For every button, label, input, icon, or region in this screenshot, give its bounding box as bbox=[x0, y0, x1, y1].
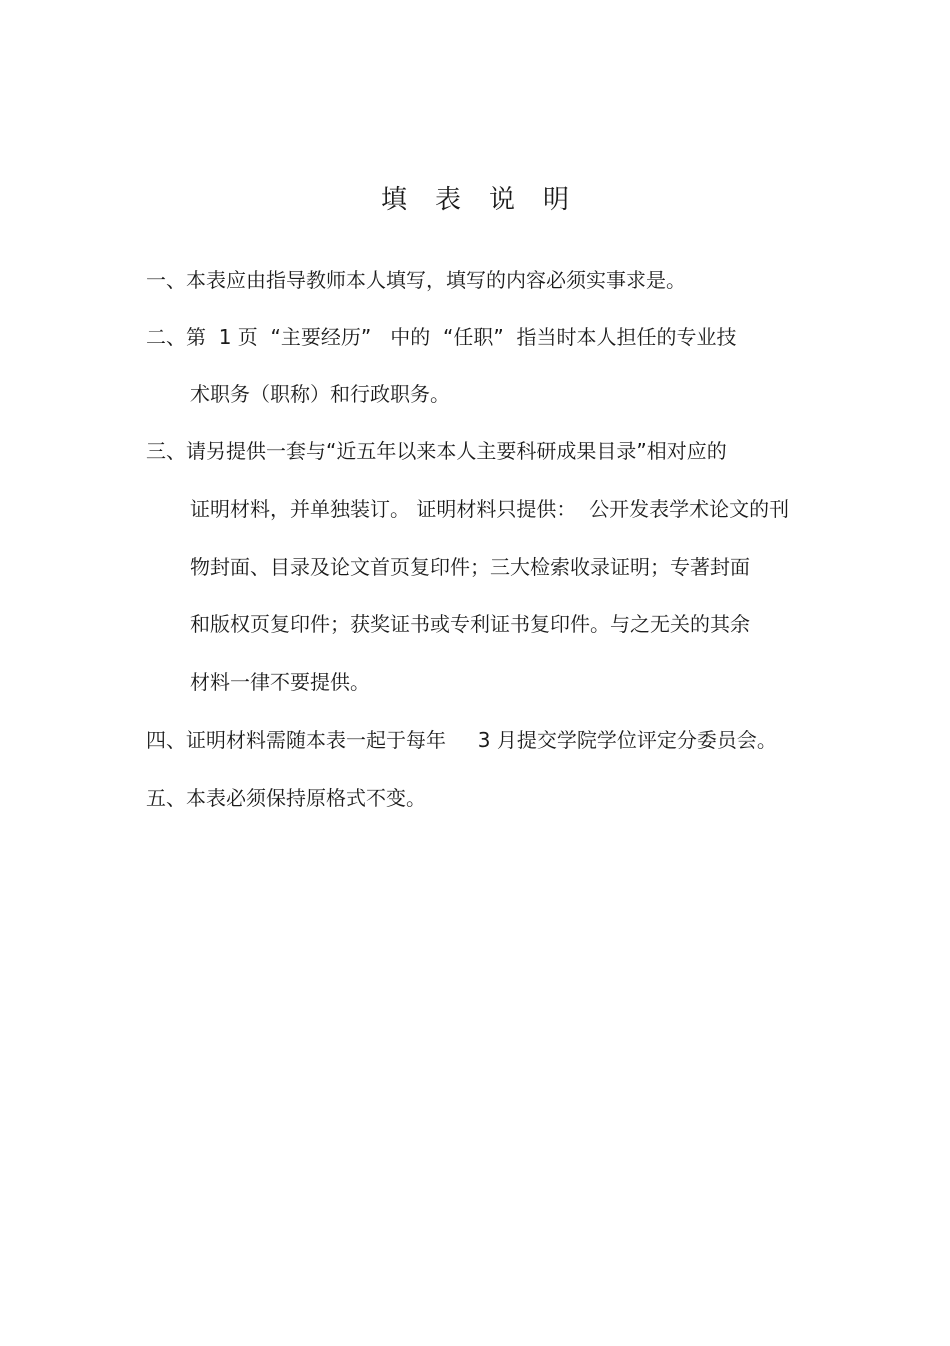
item-3-line-4: 和版权页复印件；获奖证书或专利证书复印件。与之无关的其余 bbox=[190, 612, 750, 636]
item-2-line-1: 二、第 1 页 “主要经历” 中的 “任职” 指当时本人担任的专业技 bbox=[146, 325, 737, 349]
item-3-line-5: 材料一律不要提供。 bbox=[190, 670, 370, 694]
item-3-line-1: 三、请另提供一套与“近五年以来本人主要科研成果目录”相对应的 bbox=[146, 439, 727, 463]
item-1-line-1: 一、本表应由指导教师本人填写，填写的内容必须实事求是。 bbox=[146, 268, 686, 292]
document-title: 填表说明 bbox=[380, 185, 597, 215]
item-3-line-3: 物封面、目录及论文首页复印件；三大检索收录证明；专著封面 bbox=[190, 555, 750, 579]
item-5-line-1: 五、本表必须保持原格式不变。 bbox=[146, 786, 426, 810]
item-3-line-2: 证明材料，并单独装订。 证明材料只提供： 公开发表学术论文的刊 bbox=[190, 497, 790, 521]
item-2-line-2: 术职务（职称）和行政职务。 bbox=[190, 382, 450, 406]
item-4-line-1: 四、证明材料需随本表一起于每年 3 月提交学院学位评定分委员会。 bbox=[146, 728, 777, 752]
